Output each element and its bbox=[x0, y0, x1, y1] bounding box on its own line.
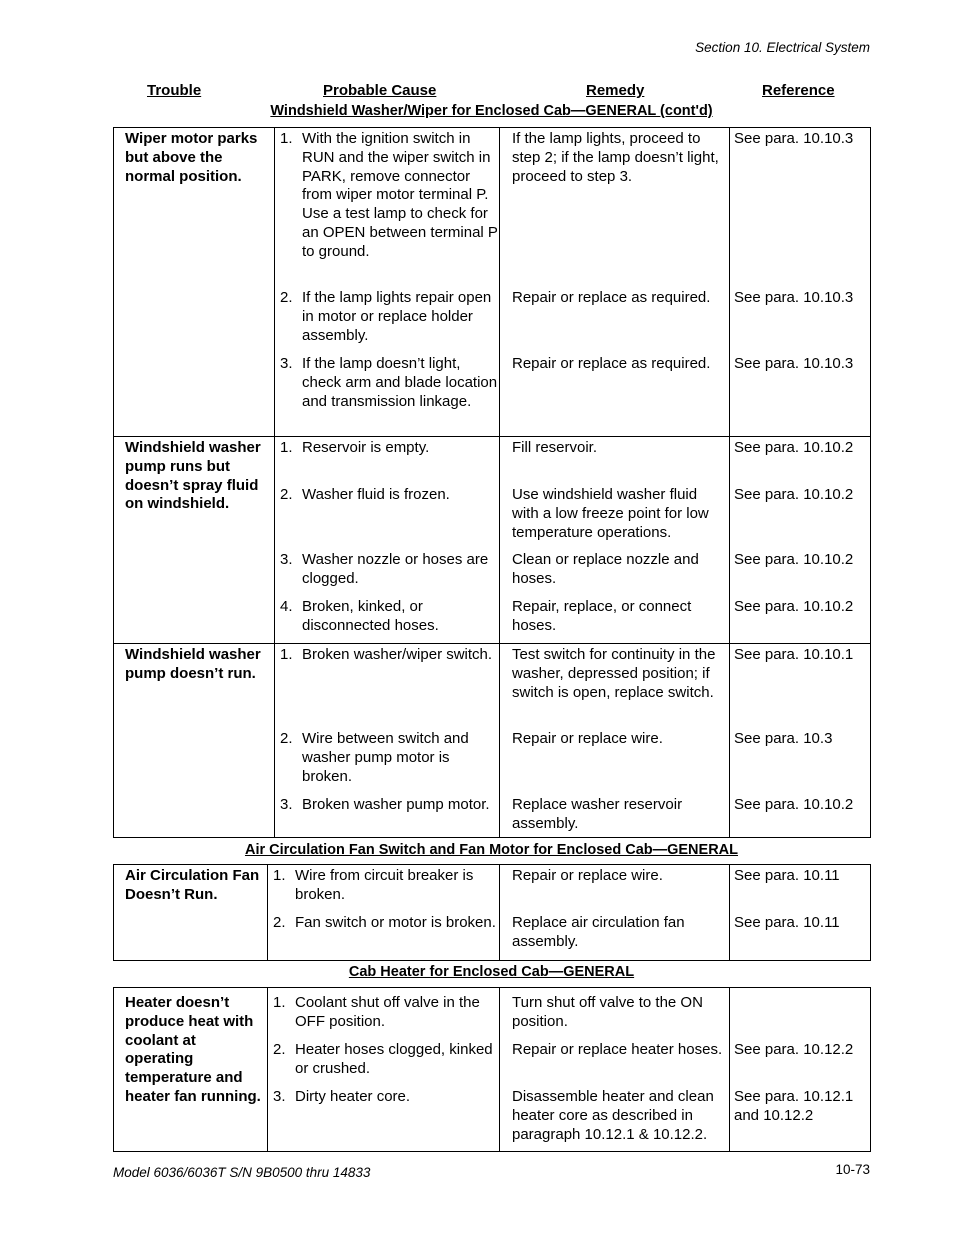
cause-text: Reservoir is empty. bbox=[302, 439, 430, 456]
list-item bbox=[268, 994, 499, 1041]
cause-text: With the ignition switch in RUN and the wiper switch in PARK, remove connector from wiper motor terminal P. Use a test lamp to check for an OPEN between terminal P to ground. bbox=[302, 130, 498, 260]
table-row bbox=[114, 644, 871, 838]
item-number: 1. bbox=[273, 867, 286, 884]
reference-text: See para. 10.11 bbox=[734, 914, 840, 931]
reference-cell bbox=[730, 988, 871, 1152]
item-number: 1. bbox=[280, 439, 293, 456]
reference-text: See para. 10.3 bbox=[734, 730, 833, 747]
cause-text: If the lamp doesn’t light, check arm and blade location and transmission linkage. bbox=[302, 355, 498, 410]
cause-text: Dirty heater core. bbox=[295, 1088, 411, 1105]
table-row bbox=[114, 988, 871, 1152]
trouble-cell: Wiper motor parks but above the normal position. bbox=[114, 128, 275, 437]
item-number: 2. bbox=[280, 730, 293, 747]
list-item bbox=[268, 1088, 499, 1107]
cause-text: Broken washer pump motor. bbox=[302, 796, 490, 813]
reference-cell bbox=[730, 865, 871, 961]
list-item bbox=[268, 914, 499, 933]
reference-text: See para. 10.10.2 bbox=[734, 439, 854, 456]
list-item bbox=[275, 730, 499, 796]
remedy-cell bbox=[500, 128, 730, 437]
trouble-cell: Windshield washer pump doesn’t run. bbox=[114, 644, 275, 838]
reference-text: See para. 10.12.2 bbox=[734, 1041, 854, 1058]
col-header-reference: Reference bbox=[762, 82, 835, 99]
column-headers bbox=[113, 82, 870, 102]
list-item bbox=[275, 598, 499, 636]
item-number: 1. bbox=[280, 130, 293, 147]
section-caption: Air Circulation Fan Switch and Fan Motor for Enclosed Cab—GENERAL bbox=[244, 842, 739, 858]
remedy-text: Repair or replace wire. bbox=[512, 867, 663, 884]
item-number: 1. bbox=[280, 646, 293, 663]
trouble-cell: Windshield washer pump runs but doesn’t spray fluid on windshield. bbox=[114, 437, 275, 644]
cause-cell bbox=[268, 988, 500, 1152]
remedy-cell bbox=[500, 865, 730, 961]
reference-text: See para. 10.10.2 bbox=[734, 598, 854, 615]
item-number: 1. bbox=[273, 994, 286, 1011]
reference-text: See para. 10.10.3 bbox=[734, 130, 854, 147]
cause-text: Heater hoses clogged, kinked or crushed. bbox=[295, 1041, 493, 1077]
reference-cell bbox=[730, 644, 871, 838]
table-row bbox=[114, 865, 871, 961]
cause-text: Wire from circuit breaker is broken. bbox=[295, 867, 474, 903]
reference-text: See para. 10.10.2 bbox=[734, 796, 854, 813]
list-item bbox=[268, 1041, 499, 1088]
remedy-cell bbox=[500, 437, 730, 644]
remedy-text: Repair or replace heater hoses. bbox=[512, 1041, 723, 1058]
reference-text: See para. 10.12.1 and 10.12.2 bbox=[734, 1088, 854, 1124]
item-number: 3. bbox=[280, 551, 293, 568]
remedy-text: Replace air circulation fan assembly. bbox=[512, 914, 685, 950]
reference-text bbox=[734, 994, 866, 1041]
remedy-text: Clean or replace nozzle and hoses. bbox=[512, 551, 699, 587]
section-caption: Cab Heater for Enclosed Cab—GENERAL bbox=[348, 964, 635, 980]
remedy-cell bbox=[500, 988, 730, 1152]
remedy-text: Disassemble heater and clean heater core as described in paragraph 10.12.1 & 10.12.2. bbox=[512, 1088, 714, 1143]
reference-text: See para. 10.10.3 bbox=[734, 289, 854, 306]
cause-cell bbox=[268, 865, 500, 961]
troubleshooting-table-washer-wiper bbox=[113, 127, 871, 838]
cause-text: Broken, kinked, or disconnected hoses. bbox=[302, 598, 439, 634]
remedy-text: Repair or replace as required. bbox=[512, 355, 711, 372]
cause-cell bbox=[275, 437, 500, 644]
col-header-trouble: Trouble bbox=[147, 82, 202, 99]
list-item bbox=[275, 439, 499, 486]
section-caption: Windshield Washer/Wiper for Enclosed Cab—GENERAL (cont'd) bbox=[270, 103, 713, 119]
list-item bbox=[268, 867, 499, 914]
list-item bbox=[275, 355, 499, 411]
remedy-text: Repair or replace as required. bbox=[512, 289, 711, 306]
list-item bbox=[275, 551, 499, 598]
remedy-text: Turn shut off valve to the ON position. bbox=[512, 994, 703, 1030]
col-header-cause: Probable Cause bbox=[323, 82, 437, 99]
table-row bbox=[114, 128, 871, 437]
cause-text: Washer fluid is frozen. bbox=[302, 486, 450, 503]
reference-cell bbox=[730, 128, 871, 437]
footer-model: Model 6036/6036T S/N 9B0500 thru 14833 bbox=[113, 1165, 371, 1180]
cause-text: Washer nozzle or hoses are clogged. bbox=[302, 551, 489, 587]
list-item bbox=[275, 486, 499, 551]
table-row bbox=[114, 437, 871, 644]
item-number: 2. bbox=[273, 1041, 286, 1058]
remedy-cell bbox=[500, 644, 730, 838]
reference-text: See para. 10.10.1 bbox=[734, 646, 854, 663]
col-header-remedy: Remedy bbox=[586, 82, 645, 99]
list-item bbox=[275, 796, 499, 815]
item-number: 2. bbox=[280, 289, 293, 306]
page-number: 10-73 bbox=[835, 1162, 870, 1177]
remedy-text: Repair, replace, or connect hoses. bbox=[512, 598, 692, 634]
cause-cell bbox=[275, 644, 500, 838]
item-number: 3. bbox=[280, 796, 293, 813]
remedy-text: Repair or replace wire. bbox=[512, 730, 663, 747]
remedy-text: Replace washer reservoir assembly. bbox=[512, 796, 683, 832]
reference-text: See para. 10.10.3 bbox=[734, 355, 854, 372]
reference-text: See para. 10.11 bbox=[734, 867, 840, 884]
cause-text: Wire between switch and washer pump motor is broken. bbox=[302, 730, 469, 785]
item-number: 3. bbox=[273, 1088, 286, 1105]
reference-cell bbox=[730, 437, 871, 644]
trouble-cell: Heater doesn’t produce heat with coolant at operating temperature and heater fan running. bbox=[114, 988, 268, 1152]
cause-cell bbox=[275, 128, 500, 437]
reference-text: See para. 10.10.2 bbox=[734, 486, 854, 503]
item-number: 2. bbox=[280, 486, 293, 503]
item-number: 4. bbox=[280, 598, 293, 615]
list-item bbox=[275, 130, 499, 289]
trouble-cell: Air Circulation Fan Doesn’t Run. bbox=[114, 865, 268, 961]
cause-text: If the lamp lights repair open in motor or replace holder assembly. bbox=[302, 289, 492, 344]
troubleshooting-table-fan bbox=[113, 864, 871, 961]
cause-text: Fan switch or motor is broken. bbox=[295, 914, 496, 931]
remedy-text: Test switch for continuity in the washer, depressed position; if switch is open, replace switch. bbox=[512, 646, 716, 701]
troubleshooting-table-heater bbox=[113, 987, 871, 1152]
section-header: Section 10. Electrical System bbox=[695, 40, 870, 55]
reference-text: See para. 10.10.2 bbox=[734, 551, 854, 568]
item-number: 3. bbox=[280, 355, 293, 372]
item-number: 2. bbox=[273, 914, 286, 931]
remedy-text: Fill reservoir. bbox=[512, 439, 598, 456]
remedy-text: Use windshield washer fluid with a low freeze point for low temperature operations. bbox=[512, 486, 709, 541]
cause-text: Broken washer/wiper switch. bbox=[302, 646, 493, 663]
cause-text: Coolant shut off valve in the OFF position. bbox=[295, 994, 480, 1030]
list-item bbox=[275, 289, 499, 355]
remedy-text: If the lamp lights, proceed to step 2; if the lamp doesn’t light, proceed to step 3. bbox=[512, 130, 719, 185]
list-item bbox=[275, 646, 499, 730]
